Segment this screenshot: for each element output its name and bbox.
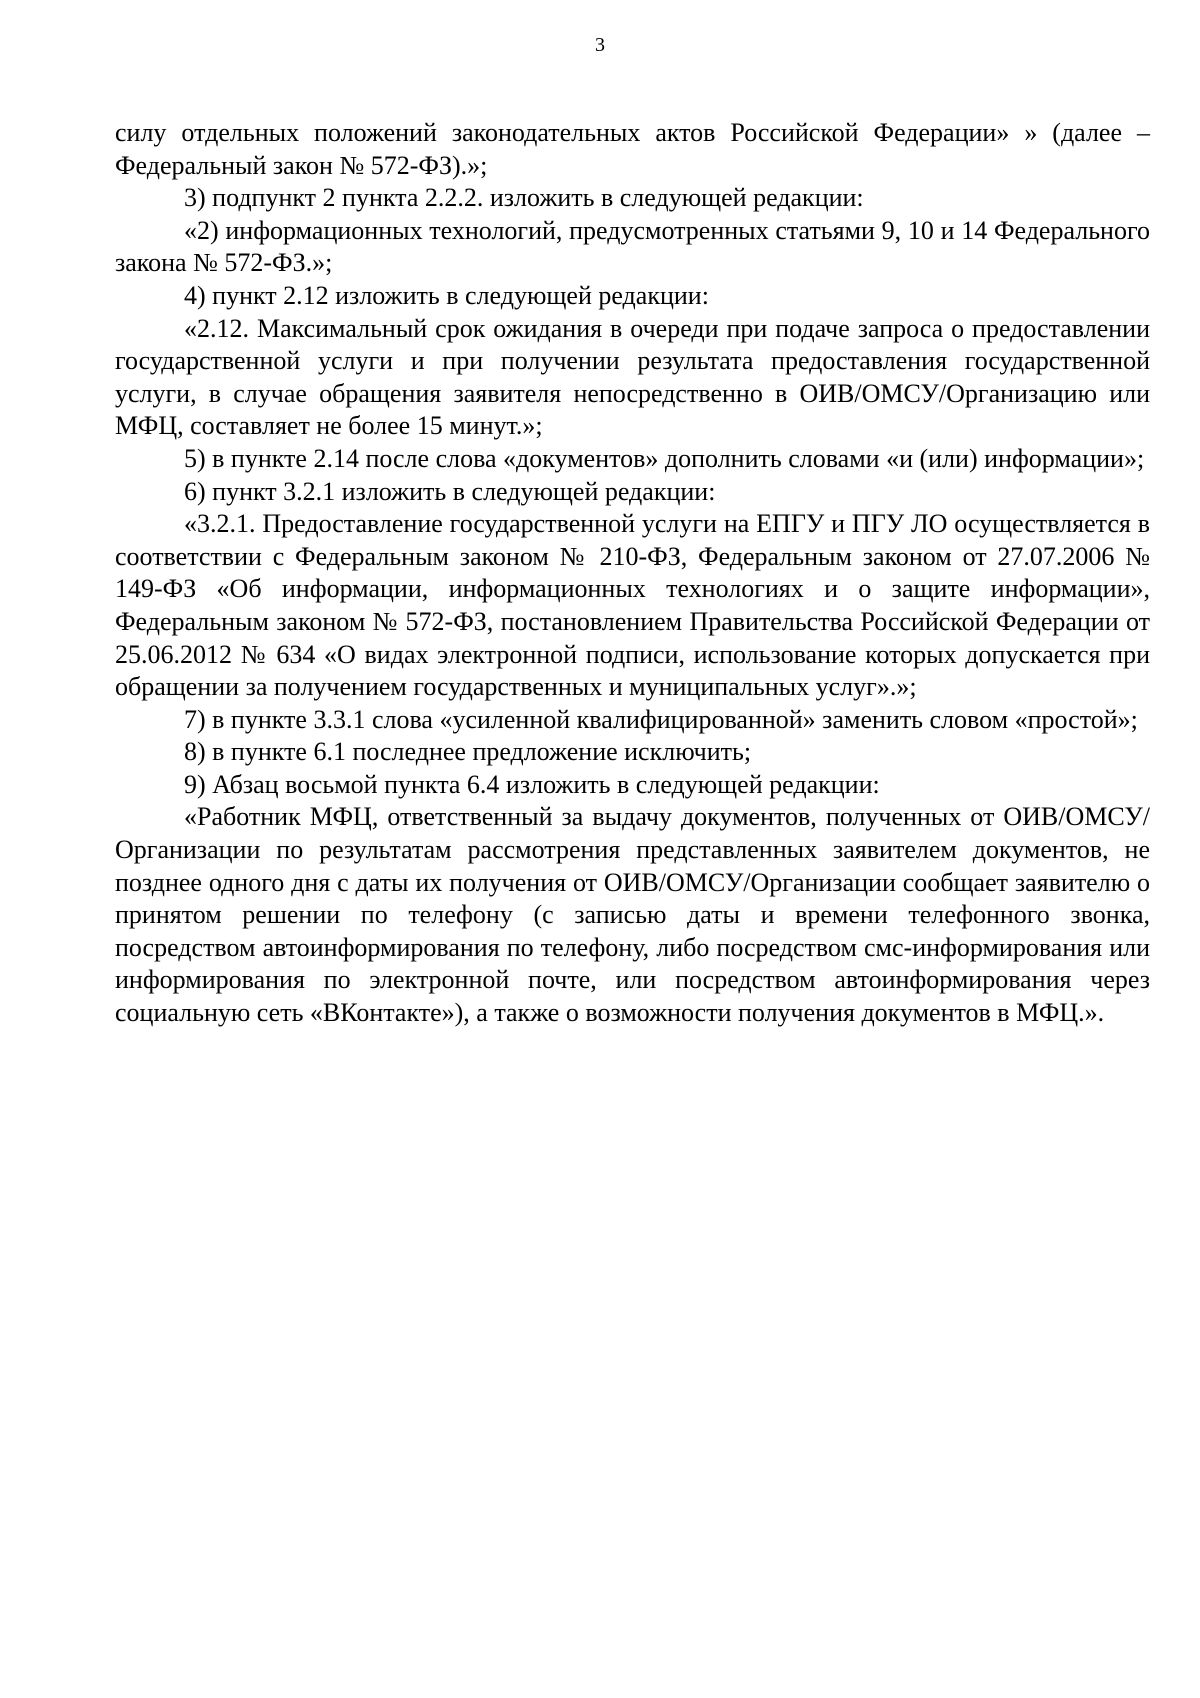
page-number: 3: [595, 34, 605, 56]
paragraph-item-9-quote: «Работник МФЦ, ответственный за выдачу документов, полученных от ОИВ/ОМСУ/Организации по результатам рассмотрения представленных заявителем документов, не позднее одного дня с даты их получения от ОИВ/ОМСУ/Организации сообщает заявителю о принятом решении по телефону (с записью даты и времени телефонного звонка, посредством автоинформирования по телефону, либо посредством смс-информирования или информирования по электронной почте, или посредством автоинформирования через социальную сеть «ВКонтакте»), а также о возможности получения документов в МФЦ.».: [115, 802, 1150, 1028]
paragraph-item-4-quote: «2.12. Максимальный срок ожидания в очереди при подаче запроса о предоставлении государственной услуги и при получении результата предоставления государственной услуги, в случае обращения заявителя непосредственно в ОИВ/ОМСУ/Организацию или МФЦ, составляет не более 15 минут.»;: [115, 313, 1150, 441]
paragraph-item-5: 5) в пункте 2.14 после слова «документов» дополнить словами «и (или) информации»;: [184, 443, 1145, 473]
paragraph-item-6-quote: «3.2.1. Предоставление государственной услуги на ЕПГУ и ПГУ ЛО осуществляется в соответствии с Федеральным законом № 210-ФЗ, Федеральным законом от 27.07.2006 № 149-ФЗ «Об информации, информационных технологиях и о защите информации», Федеральным законом № 572-ФЗ, постановлением Правительства Российской Федерации от 25.06.2012 № 634 «О видах электронной подписи, использование которых допускается при обращении за получением государственных и муниципальных услуг».»;: [115, 509, 1150, 702]
paragraph-continuation: силу отдельных положений законодательных актов Российской Федерации» » (далее – Федеральный закон № 572-ФЗ).»;: [115, 118, 1150, 180]
paragraph-item-8: 8) в пункте 6.1 последнее предложение исключить;: [184, 737, 752, 767]
paragraph-item-7: 7) в пункте 3.3.1 слова «усиленной квалифицированной» заменить словом «простой»;: [184, 704, 1138, 734]
paragraph-item-4: 4) пункт 2.12 изложить в следующей редакции:: [184, 280, 709, 310]
paragraph-item-9: 9) Абзац восьмой пункта 6.4 изложить в следующей редакции:: [184, 769, 880, 799]
paragraph-item-3-quote: «2) информационных технологий, предусмотренных статьями 9, 10 и 14 Федерального закона № 572-ФЗ.»;: [115, 215, 1150, 278]
paragraph-item-6: 6) пункт 3.2.1 изложить в следующей редакции:: [184, 476, 716, 506]
document-body: [115, 117, 1150, 1030]
paragraph-item-3: 3) подпункт 2 пункта 2.2.2. изложить в следующей редакции:: [184, 183, 864, 213]
